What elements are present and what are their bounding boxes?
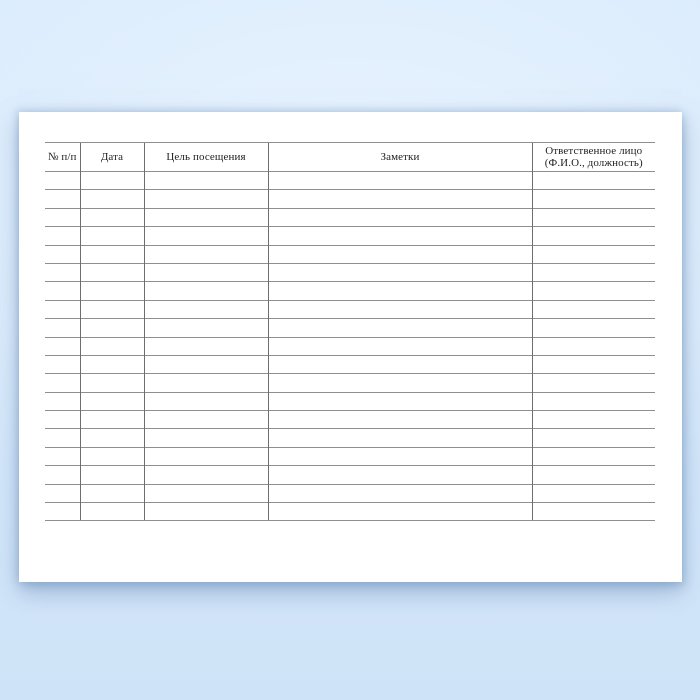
table-cell-purpose — [144, 392, 268, 410]
table-cell-number — [45, 484, 80, 502]
table-cell-purpose — [144, 190, 268, 208]
table-cell-date — [80, 392, 144, 410]
table-cell-date — [80, 337, 144, 355]
table-cell-notes — [268, 300, 532, 318]
table-cell-purpose — [144, 245, 268, 263]
table-cell-responsible — [532, 503, 655, 521]
table-row — [45, 466, 655, 484]
table-row — [45, 374, 655, 392]
table-cell-responsible — [532, 245, 655, 263]
table-cell-notes — [268, 227, 532, 245]
table-cell-purpose — [144, 282, 268, 300]
column-header-date: Дата — [80, 143, 144, 172]
table-cell-notes — [268, 282, 532, 300]
table-row — [45, 411, 655, 429]
table-body — [45, 172, 655, 521]
table-row — [45, 172, 655, 190]
table-cell-purpose — [144, 355, 268, 373]
table-cell-number — [45, 392, 80, 410]
table-row — [45, 282, 655, 300]
table-cell-responsible — [532, 300, 655, 318]
table-cell-responsible — [532, 466, 655, 484]
table-cell-number — [45, 355, 80, 373]
table-cell-date — [80, 355, 144, 373]
table-cell-date — [80, 282, 144, 300]
table-cell-responsible — [532, 172, 655, 190]
table-cell-purpose — [144, 484, 268, 502]
table-cell-notes — [268, 190, 532, 208]
table-cell-date — [80, 466, 144, 484]
table-cell-responsible — [532, 282, 655, 300]
table-cell-date — [80, 227, 144, 245]
table-row — [45, 355, 655, 373]
table-cell-responsible — [532, 355, 655, 373]
table-cell-notes — [268, 245, 532, 263]
table-cell-date — [80, 263, 144, 281]
table-cell-responsible — [532, 208, 655, 226]
table-row — [45, 263, 655, 281]
table-cell-responsible — [532, 447, 655, 465]
table-cell-number — [45, 263, 80, 281]
table-cell-notes — [268, 411, 532, 429]
table-cell-responsible — [532, 484, 655, 502]
table-cell-purpose — [144, 208, 268, 226]
table-cell-responsible — [532, 411, 655, 429]
table-row — [45, 300, 655, 318]
table-row — [45, 227, 655, 245]
table-cell-notes — [268, 172, 532, 190]
table-header-row — [45, 143, 655, 172]
table-cell-purpose — [144, 172, 268, 190]
column-header-number: № п/п — [45, 143, 80, 172]
table-cell-purpose — [144, 227, 268, 245]
table-cell-notes — [268, 263, 532, 281]
table-row — [45, 429, 655, 447]
table-cell-date — [80, 172, 144, 190]
table-cell-notes — [268, 447, 532, 465]
table-cell-number — [45, 447, 80, 465]
table-cell-notes — [268, 503, 532, 521]
table-cell-date — [80, 374, 144, 392]
table-cell-date — [80, 208, 144, 226]
table-row — [45, 319, 655, 337]
table-cell-number — [45, 245, 80, 263]
table-cell-number — [45, 337, 80, 355]
table-cell-responsible — [532, 263, 655, 281]
table-cell-number — [45, 227, 80, 245]
table-cell-date — [80, 503, 144, 521]
table-cell-date — [80, 447, 144, 465]
table-cell-purpose — [144, 319, 268, 337]
table-cell-notes — [268, 355, 532, 373]
table-cell-date — [80, 245, 144, 263]
table-cell-responsible — [532, 337, 655, 355]
table-cell-purpose — [144, 300, 268, 318]
table-cell-number — [45, 503, 80, 521]
table-cell-notes — [268, 429, 532, 447]
table-row — [45, 392, 655, 410]
table-row — [45, 190, 655, 208]
table-row — [45, 484, 655, 502]
table-cell-number — [45, 429, 80, 447]
table-cell-number — [45, 172, 80, 190]
table-cell-purpose — [144, 411, 268, 429]
table-cell-notes — [268, 484, 532, 502]
table-cell-date — [80, 411, 144, 429]
table-cell-purpose — [144, 374, 268, 392]
table-cell-responsible — [532, 190, 655, 208]
table-cell-purpose — [144, 429, 268, 447]
paper-sheet — [19, 112, 682, 582]
table-cell-number — [45, 319, 80, 337]
table-cell-notes — [268, 466, 532, 484]
table-row — [45, 503, 655, 521]
table-cell-number — [45, 411, 80, 429]
table-cell-notes — [268, 208, 532, 226]
table-cell-purpose — [144, 503, 268, 521]
table-cell-number — [45, 374, 80, 392]
table-cell-purpose — [144, 466, 268, 484]
visit-log-table — [45, 142, 655, 521]
table-cell-responsible — [532, 392, 655, 410]
table-row — [45, 447, 655, 465]
column-header-responsible: Ответственное лицо (Ф.И.О., должность) — [532, 143, 655, 172]
table-row — [45, 208, 655, 226]
table-cell-number — [45, 190, 80, 208]
table-row — [45, 245, 655, 263]
table-cell-responsible — [532, 429, 655, 447]
table-cell-number — [45, 208, 80, 226]
table-cell-responsible — [532, 374, 655, 392]
table-cell-purpose — [144, 263, 268, 281]
table-cell-number — [45, 300, 80, 318]
table-cell-date — [80, 429, 144, 447]
table-cell-notes — [268, 319, 532, 337]
table-row — [45, 337, 655, 355]
table-cell-date — [80, 319, 144, 337]
table-cell-date — [80, 484, 144, 502]
table-cell-responsible — [532, 227, 655, 245]
column-header-purpose: Цель посещения — [144, 143, 268, 172]
table-cell-notes — [268, 337, 532, 355]
column-header-notes: Заметки — [268, 143, 532, 172]
table-cell-notes — [268, 392, 532, 410]
table-cell-notes — [268, 374, 532, 392]
table-cell-date — [80, 190, 144, 208]
table-cell-responsible — [532, 319, 655, 337]
table-cell-date — [80, 300, 144, 318]
table-cell-purpose — [144, 447, 268, 465]
table-cell-number — [45, 282, 80, 300]
table-cell-purpose — [144, 337, 268, 355]
table-cell-number — [45, 466, 80, 484]
